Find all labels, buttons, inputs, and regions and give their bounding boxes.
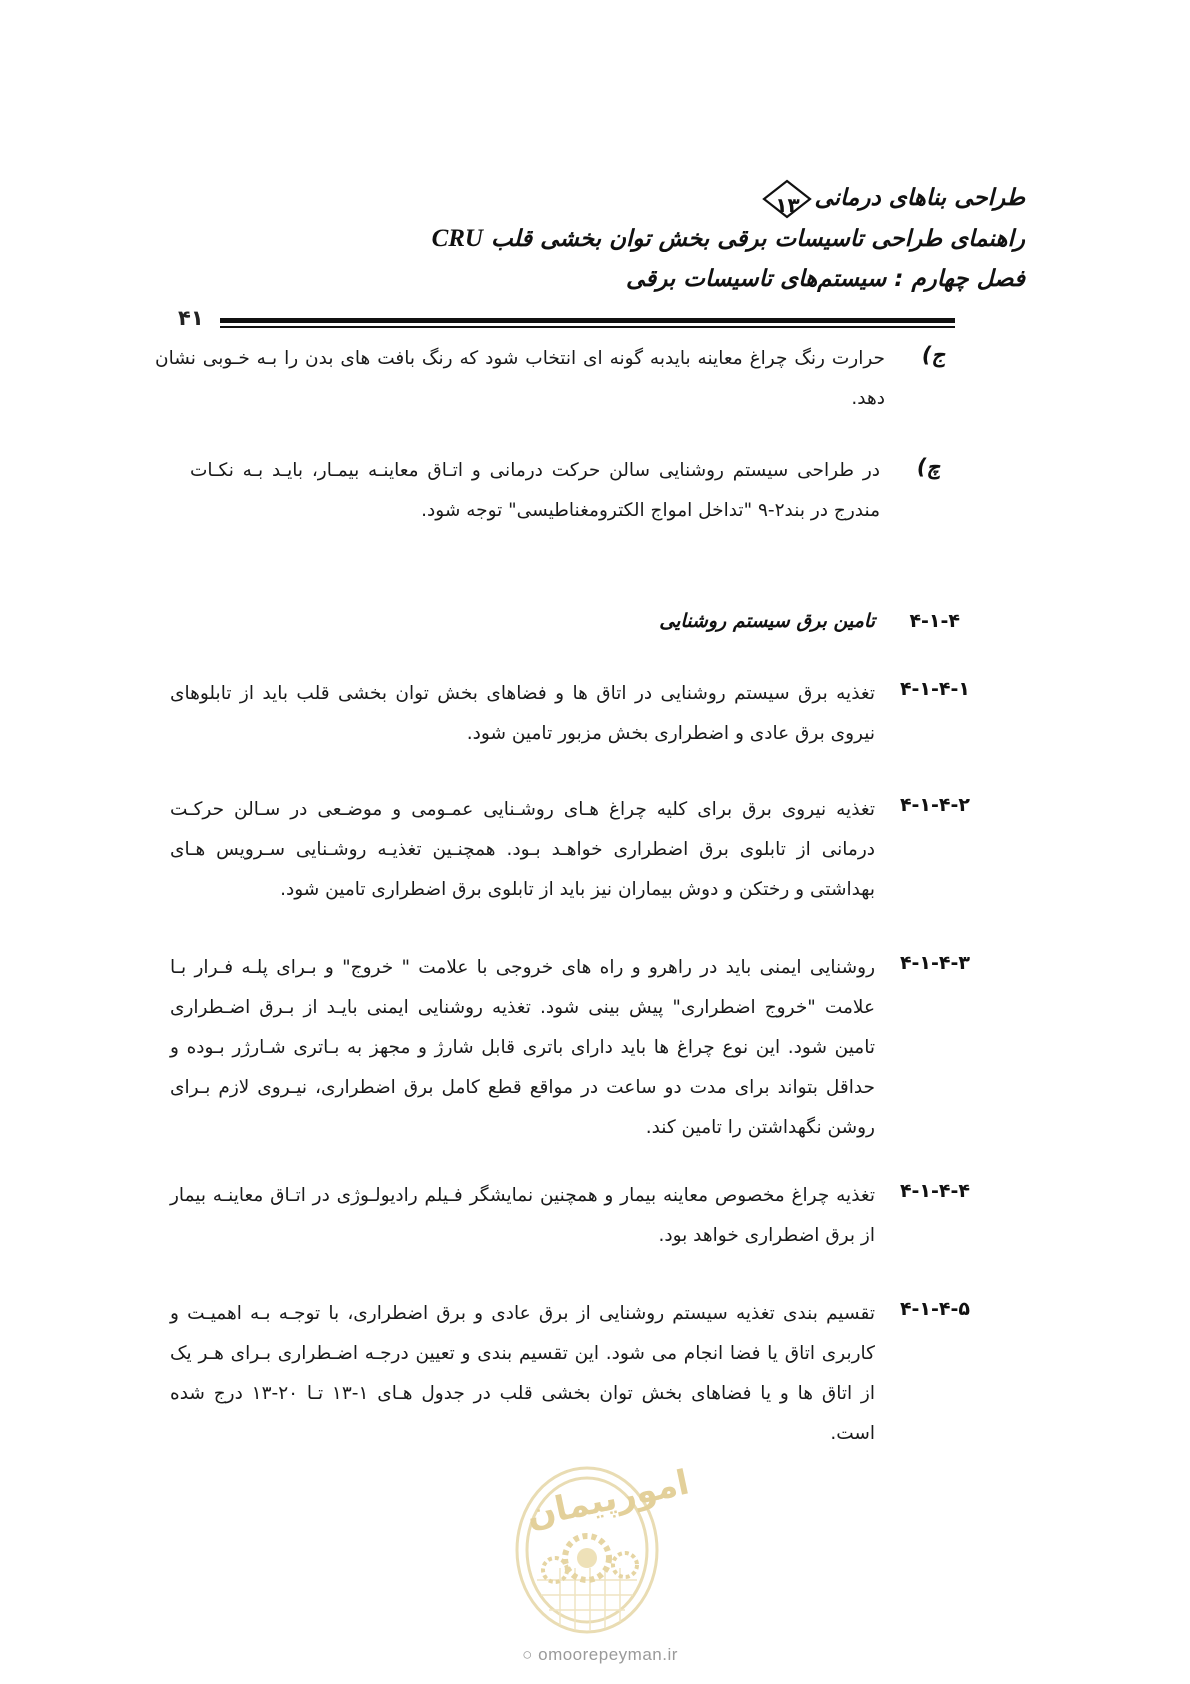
- header-acronym: CRU: [431, 224, 483, 252]
- item-che: [155, 455, 955, 545]
- item-label: ج): [921, 343, 945, 367]
- header-guide-title: [325, 219, 1025, 259]
- clause-number: ۴-۱-۴-۲: [899, 794, 970, 816]
- watermark-logo-text: امورپیمان: [522, 1462, 693, 1536]
- header-divider: [220, 318, 955, 328]
- clause-number: ۴-۱-۴-۴: [899, 1180, 970, 1202]
- item-text: در طراحی سیستم روشنایی سالن حرکت درمانی و اتـاق معاینـه بیمـار، بایـد بـه نکـات مندرج در بند۲-۹ "تداخل امواج الکترومغناطیسی" توجه شود.: [190, 460, 880, 521]
- page-number: ۴۱: [178, 306, 204, 330]
- item-text: حرارت رنگ چراغ معاینه بایدبه گونه ای انتخاب شود که رنگ بافت های بدن را بـه خـوبی نشان دهد.: [155, 348, 885, 409]
- clause-4-1-4-3: [170, 952, 970, 1152]
- clause-4-1-4-2: [170, 794, 970, 924]
- series-number-badge: ۱۳: [762, 179, 812, 219]
- subsection-number: ۴-۱-۴: [909, 610, 960, 632]
- watermark-url: ○ omoorepeyman.ir: [522, 1645, 678, 1664]
- clause-number: ۴-۱-۴-۱: [899, 678, 970, 700]
- clause-number: ۴-۱-۴-۳: [899, 952, 970, 974]
- clause-text: تغذیه نیروی برق برای کلیه چراغ هـای روشـنایی عمـومی و موضـعی در سـالن حرکـت درمانی از تابلوی برق اضطراری خواهـد بـود. همچنـین تغذیـه روشـنایی سـرویس هـای بهداشتی و رختکن و دوش بیماران نیز باید از تابلوی برق اضطراری تامین شود.: [170, 799, 875, 900]
- header-book-title: [325, 178, 1025, 219]
- subsection-title: تامین برق سیستم روشنایی: [659, 610, 875, 632]
- clause-text: تغذیه برق سیستم روشنایی در اتاق ها و فضاهای بخش توان بخشی قلب باید از تابلوهای نیروی برق عادی و اضطراری بخش مزبور تامین شود.: [170, 683, 875, 744]
- clause-number: ۴-۱-۴-۵: [899, 1298, 970, 1320]
- clause-text: روشنایی ایمنی باید در راهرو و راه های خروجی با علامت " خروج" و بـرای پلـه فـرار بـا علامت "خروج اضطراری" پیش بینی شود. تغذیه روشنایی ایمنی بایـد از بـرق اضـطراری تامین شود. این نوع چراغ ها باید دارای باتری قابل شارژ و مجهز به بـاتری شـارژر بـوده و حداقل بتواند برای مدت دو ساعت در مواقع قطع کامل برق اضطراری، نیـروی لازم بـرای روشن نگهداشتن را تامین کند.: [170, 957, 875, 1138]
- item-label: چ): [916, 455, 940, 479]
- clause-4-1-4-1: [170, 678, 970, 768]
- header-line2: راهنمای طراحی تاسیسات برقی بخش توان بخشی قلب: [490, 225, 1025, 252]
- clause-4-1-4-4: [170, 1180, 970, 1270]
- header-chapter-title: فصل چهارم : سیستم‌های تاسیسات برقی: [626, 265, 1025, 292]
- clause-text: تقسیم بندی تغذیه سیستم روشنایی از برق عادی و برق اضطراری، با توجـه بـه اهمیـت و کاربری اتاق یا فضا انجام می شود. این تقسیم بندی و تعیین درجـه اضـطراری بـرای هـر یک از اتاق ها و یا فضاهای بخش توان بخشی قلب در جدول هـای ۱-۱۳ تـا ۲۰-۱۳ درج شده است.: [170, 1303, 876, 1444]
- header-line1: طراحی بناهای درمانی: [814, 185, 1025, 211]
- item-je: [155, 343, 955, 433]
- watermark-logo: [475, 1440, 720, 1640]
- page-header: [325, 178, 1025, 299]
- subsection-heading: [170, 610, 970, 650]
- clause-text: تغذیه چراغ مخصوص معاینه بیمار و همچنین نمایشگر فـیلم رادیولـوژی در اتـاق معاینـه بیمار از برق اضطراری خواهد بود.: [170, 1185, 875, 1246]
